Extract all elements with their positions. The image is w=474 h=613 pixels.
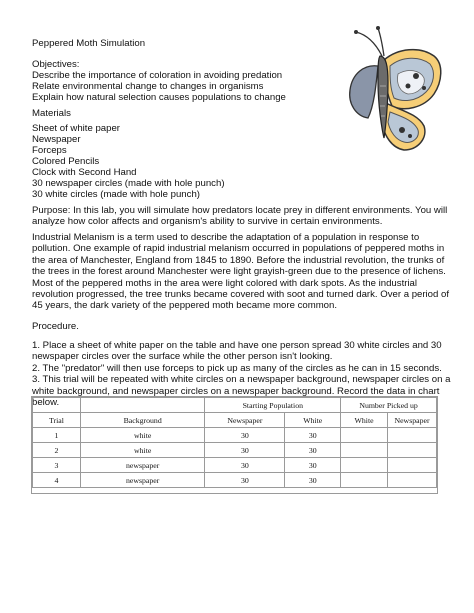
picked-white-cell[interactable] bbox=[341, 473, 388, 488]
trial-cell: 4 bbox=[33, 473, 81, 488]
procedure-line: 1. Place a sheet of white paper on the table and have one person spread 30 white circles and 30 bbox=[32, 340, 442, 351]
paragraph-line: the trees in the forest around Manchester were light grayish-green due to the presence of lichens. bbox=[32, 266, 446, 278]
column-header: Trial bbox=[33, 413, 81, 428]
procedure-line: below. bbox=[32, 397, 60, 409]
picked-white-cell[interactable] bbox=[341, 458, 388, 473]
column-header: White bbox=[285, 413, 341, 428]
material-item: Clock with Second Hand bbox=[32, 167, 137, 178]
column-header: Background bbox=[80, 413, 205, 428]
background-cell: white bbox=[80, 428, 205, 443]
paragraph-line: Industrial Melanism is a term used to describe the adaptation of a population in response to bbox=[32, 232, 420, 243]
table-row bbox=[33, 458, 437, 473]
objective-item: Explain how natural selection causes populations to change bbox=[32, 92, 286, 103]
picked-newspaper-cell[interactable] bbox=[388, 473, 437, 488]
table-cell bbox=[33, 398, 81, 413]
materials-heading: Materials bbox=[32, 108, 71, 119]
table-header-row bbox=[33, 413, 437, 428]
paragraph-line: revolution progressed, the tree trunks became covered with soot and turned dark. Over a period of bbox=[32, 289, 450, 301]
picked-newspaper-cell[interactable] bbox=[388, 458, 437, 473]
paragraph-line: 45 years, the dark variety of the peppered moth became more common. bbox=[32, 300, 338, 312]
purpose-line: Purpose: In this lab, you will simulate how predators locate prey in different environments. You will bbox=[32, 205, 448, 216]
picked-newspaper-cell[interactable] bbox=[388, 428, 437, 443]
table-row bbox=[33, 428, 437, 443]
paragraph-line: the area of Manchester, England from 1845 to 1890. Before the industrial revolution, the trunks of bbox=[32, 254, 445, 266]
objectives-heading: Objectives: bbox=[32, 59, 80, 70]
procedure-line: newspaper circles over the surface while the other person isn't looking. bbox=[32, 351, 333, 363]
data-table bbox=[32, 397, 437, 488]
material-item: Colored Pencils bbox=[32, 156, 100, 167]
start-white-cell: 30 bbox=[285, 428, 341, 443]
table-cell bbox=[80, 398, 205, 413]
trial-cell: 2 bbox=[33, 443, 81, 458]
column-header: Newspaper bbox=[388, 413, 437, 428]
material-item: 30 newspaper circles (made with hole punch) bbox=[32, 178, 225, 189]
background-cell: newspaper bbox=[80, 473, 205, 488]
trial-cell: 1 bbox=[33, 428, 81, 443]
start-newspaper-cell: 30 bbox=[205, 458, 285, 473]
column-header: Newspaper bbox=[205, 413, 285, 428]
material-item: Newspaper bbox=[32, 134, 81, 145]
start-white-cell: 30 bbox=[285, 473, 341, 488]
procedure-heading: Procedure. bbox=[32, 321, 79, 332]
objective-item: Relate environmental change to changes in organisms bbox=[32, 81, 264, 92]
trial-cell: 3 bbox=[33, 458, 81, 473]
butterfly-icon bbox=[338, 26, 446, 158]
purpose-paragraph bbox=[32, 205, 448, 228]
start-white-cell: 30 bbox=[285, 458, 341, 473]
number-picked-up-header: Number Picked up bbox=[341, 398, 437, 413]
background-cell: newspaper bbox=[80, 458, 205, 473]
material-item: 30 white circles (made with hole punch) bbox=[32, 189, 200, 200]
procedure-line: 2. The "predator" will then use forceps to pick up as many of the circles as he can in 15 seconds. bbox=[32, 362, 442, 374]
table-row bbox=[33, 443, 437, 458]
objective-item: Describe the importance of coloration in avoiding predation bbox=[32, 70, 283, 81]
table-row bbox=[33, 473, 437, 488]
page-title: Peppered Moth Simulation bbox=[32, 38, 146, 49]
material-item: Sheet of white paper bbox=[32, 123, 121, 134]
starting-population-header: Starting Population bbox=[205, 398, 341, 413]
start-newspaper-cell: 30 bbox=[205, 443, 285, 458]
picked-newspaper-cell[interactable] bbox=[388, 443, 437, 458]
start-newspaper-cell: 30 bbox=[205, 428, 285, 443]
background-cell: white bbox=[80, 443, 205, 458]
table-group-header-row bbox=[33, 398, 437, 413]
start-white-cell: 30 bbox=[285, 443, 341, 458]
industrial-melanism-paragraph bbox=[32, 232, 450, 312]
procedure-line: 3. This trial will be repeated with white circles on a newspaper background, newspaper circles on a bbox=[32, 374, 451, 386]
material-item: Forceps bbox=[32, 145, 67, 156]
paragraph-line: Most of the peppered moths in the area were light colored with dark spots. As the industrial bbox=[32, 277, 418, 289]
purpose-line: analyze how color affects and organism's ability to survive in certain environments. bbox=[32, 216, 383, 228]
picked-white-cell[interactable] bbox=[341, 428, 388, 443]
column-header: White bbox=[341, 413, 388, 428]
picked-white-cell[interactable] bbox=[341, 443, 388, 458]
paragraph-line: pollution. One example of rapid industrial melanism occurred in populations of peppered moths in bbox=[32, 243, 445, 255]
start-newspaper-cell: 30 bbox=[205, 473, 285, 488]
procedure-line: white background, and newspaper circles on a newspaper background. Record the data in chart bbox=[32, 385, 440, 397]
